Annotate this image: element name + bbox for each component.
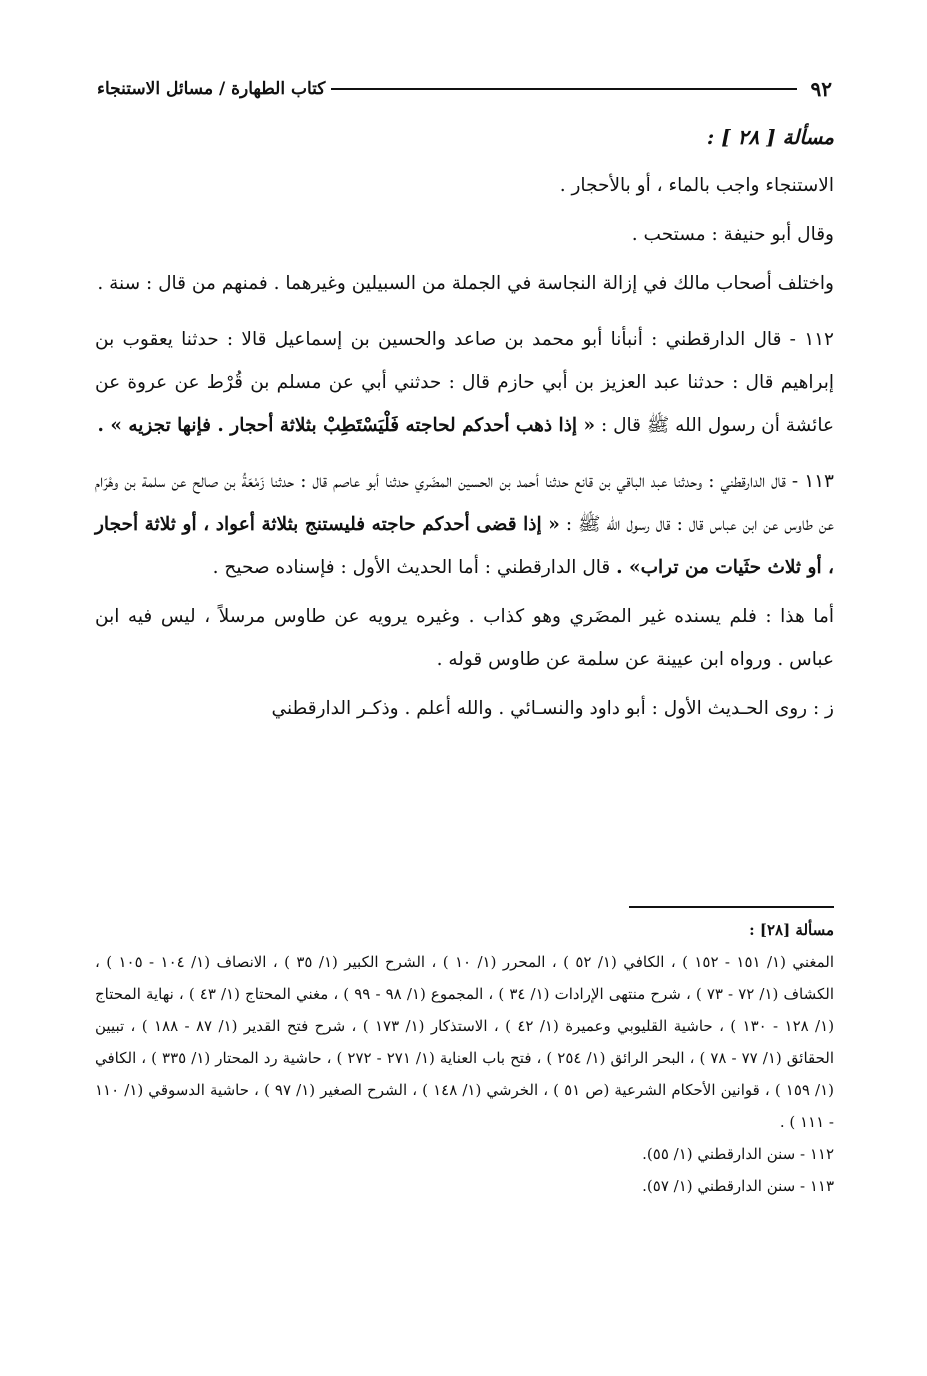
footnote-112: ١١٢ - سنن الدارقطني (١/ ٥٥). [642, 1145, 834, 1163]
hadith-113-grading: قال الدارقطني : أما الحديث الأول : فإسناده صحيح . [212, 557, 611, 578]
hadith-113-matn: « إذا قضى أحدكم حاجته فليستنج بثلاثة أعواد ، أو ثلاثة أحجار ، أو ثلاث حثَيات من تراب» . [95, 514, 834, 578]
footnote-113: ١١٣ - سنن الدارقطني (١/ ٥٧). [642, 1177, 834, 1195]
hadith-113-isnad: ١١٣ - قال الدارقطني : وحدثنا عبد الباقي بن قانع حدثنا أحمد بن الحسين المضَري حدثنا أبو عاصم قال : حدثنا زَمْعَةُ بن صالح عن سلمة بن وهْرَام عن طاوس عن ابن عباس قال : قال رسول الله ﷺ : [95, 471, 834, 535]
hadith-112-matn: « إذا ذهب أحدكم لحاجته فَلْيَسْتَطِبْ بثلاثة أحجار . فإنها تجزيه » . [97, 415, 596, 436]
running-title: كتاب الطهارة / مسائل الاستنجاء [97, 79, 326, 99]
hadith-112-isnad: ١١٢ - قال الدارقطني : أنبأنا أبو محمد بن صاعد والحسين بن إسماعيل قالا : حدثنا يعقوب بن إبراهيم قال : حدثنا عبد العزيز بن أبي حازم قال : حدثني أبي عن مسلم بن قُرْط عن عروة عن عائشة أن رسول الله ﷺ قال : [95, 329, 834, 436]
main-text [95, 116, 834, 730]
footnote-rule [629, 906, 834, 908]
header-rule [331, 88, 796, 90]
paragraph-abu-hanifa: وقال أبو حنيفة : مستحب . [631, 224, 834, 245]
commentary-paragraph: أما هذا : فلم يسنده غير المضَري وهو كذاب . وغيره يرويه عن طاوس مرسلاً ، ليس فيه ابن عباس . ورواه ابن عيينة عن سلمة عن طاوس قوله . [95, 606, 834, 670]
paragraph-istinja: الاستنجاء واجب بالماء ، أو بالأحجار . [559, 175, 834, 196]
paragraph-malik: واختلف أصحاب مالك في إزالة النجاسة في الجملة من السبيلين وغيرهما . فمنهم من قال : سنة . [97, 273, 834, 294]
issue-title: مسألة [ ٢٨ ] : [706, 125, 834, 149]
footnote-title: مسألة [٢٨] : [749, 921, 834, 939]
hadith-112 [95, 318, 834, 447]
page-header [97, 74, 832, 104]
footnote-references: المغني (١/ ١٥١ - ١٥٢ ) ، الكافي (١/ ٥٢ ) ، المحرر (١/ ١٠ ) ، الشرح الكبير (١/ ٣٥ ) ، الانصاف (١/ ١٠٤ - ١٠٥ ) ، الكشاف (١/ ٧٢ - ٧٣ ) ، شرح منتهى الإرادات (١/ ٣٤ ) ، المجموع (١/ ٩٨ - ٩٩ ) ، مغني المحتاج (١/ ٤٣ ) ، نهاية المحتاج (١/ ١٢٨ - ١٣٠ ) ، حاشية القليوبي وعميرة (١/ ٤٢ ) ، الاستذكار (١/ ١٧٣ ) ، شرح فتح القدير (١/ ٨٧ - ١٨٨ ) ، تبيين الحقائق (١/ ٧٧ - ٧٨ ) ، البحر الرائق (١/ ٢٥٤ ) ، فتح باب العناية (١/ ٢٧١ - ٢٧٢ ) ، حاشية رد المحتار (١/ ٣٣٥ ) ، الكافي (١/ ١٥٩ ) ، قوانين الأحكام الشرعية (ص ٥١ ) ، الخرشي (١/ ١٤٨ ) ، الشرح الصغير (١/ ٩٧ ) ، حاشية الدسوقي (١/ ١١٠ - ١١١ ) . [95, 953, 835, 1131]
addition-paragraph: ز : روى الحـديث الأول : أبو داود والنسـائي . والله أعلم . وذكـر الدارقطني [271, 698, 834, 719]
page-number: ٩٢ [810, 77, 832, 101]
hadith-113 [95, 460, 834, 589]
footnotes [95, 906, 834, 1202]
